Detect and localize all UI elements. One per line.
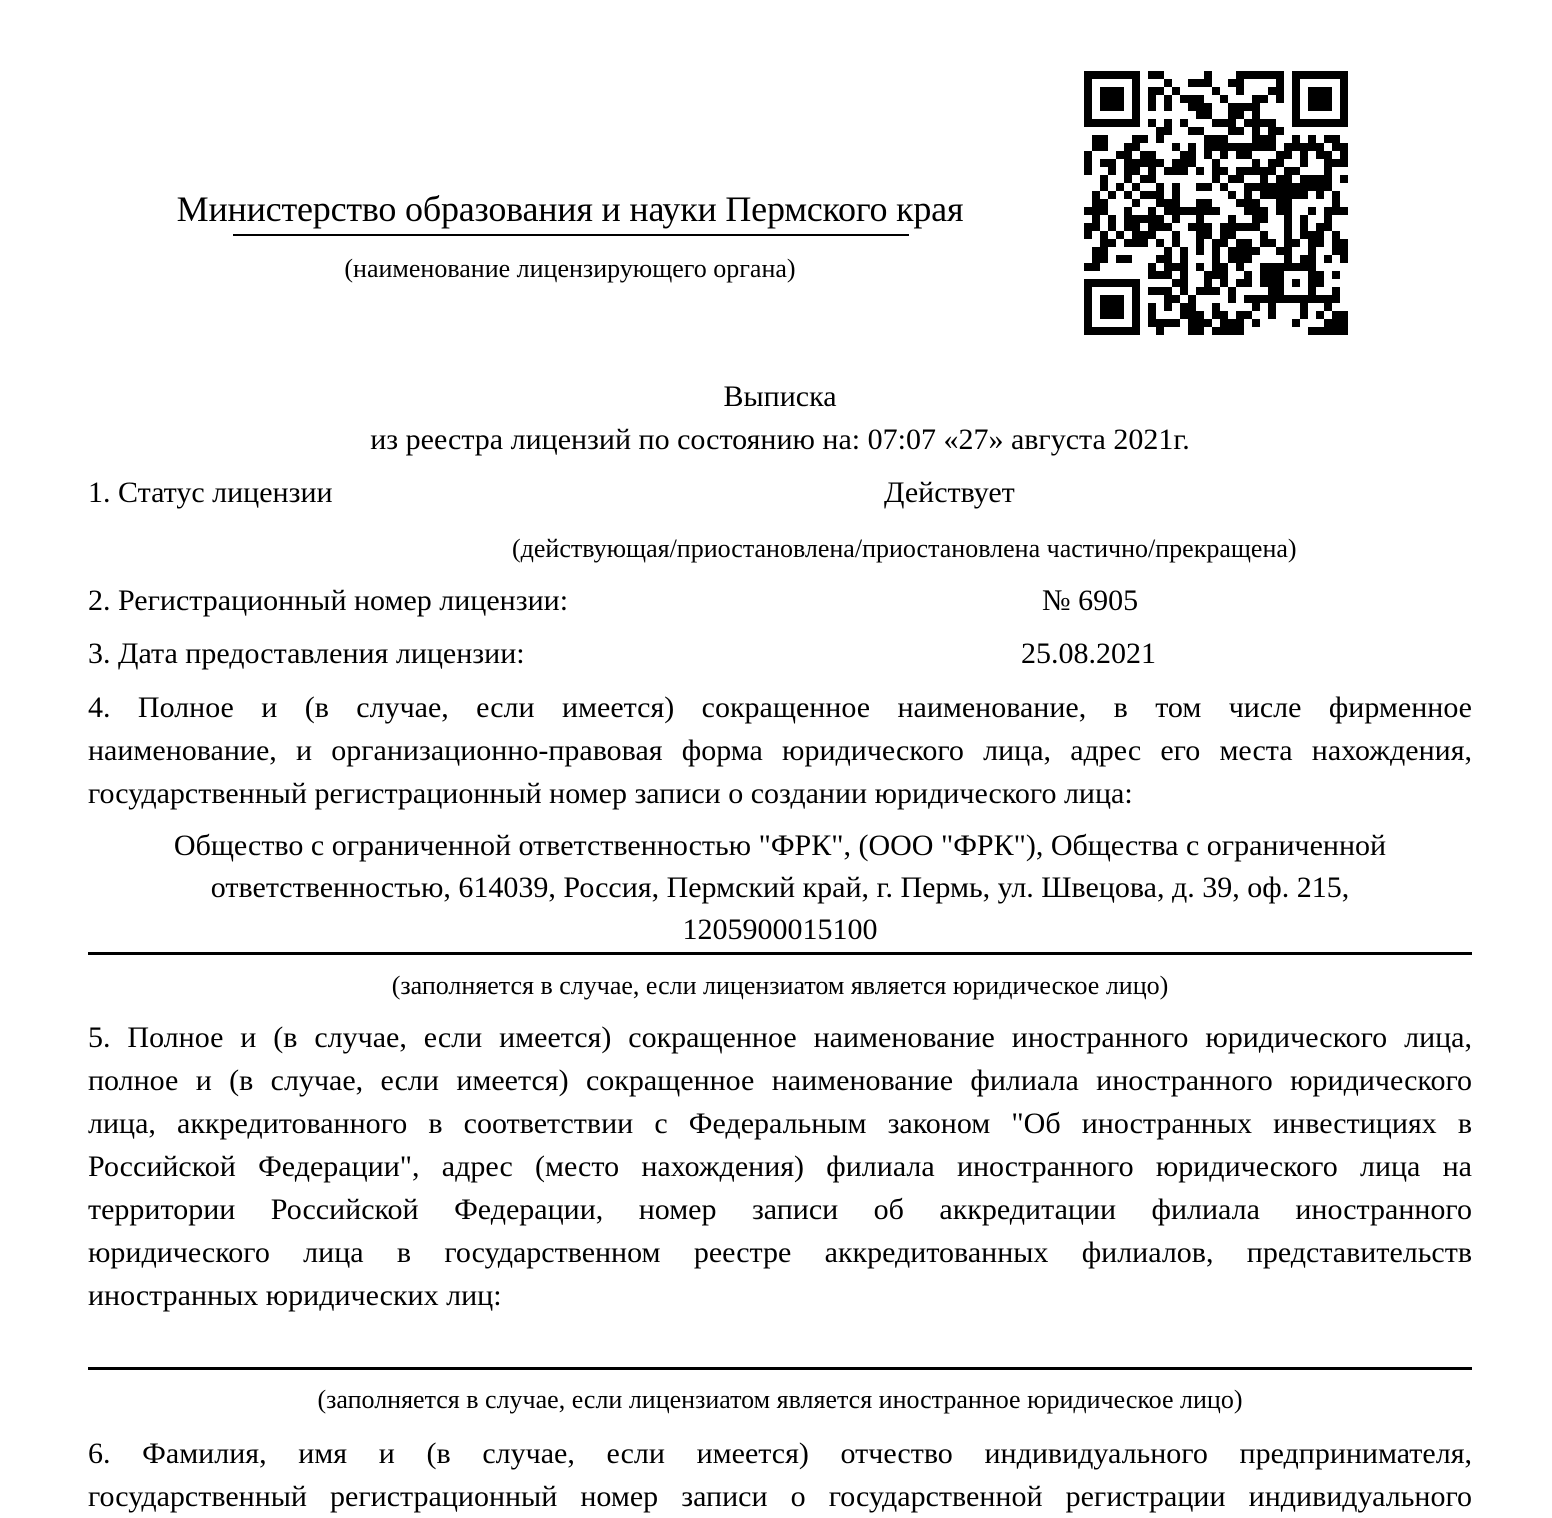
item-5-caption: (заполняется в случае, если лицензиатом является иностранное юридическое лицо): [317, 1385, 1243, 1414]
item-5-line: полное и (в случае, если имеется) сокращенное наименование филиала иностранного юридического: [88, 1064, 1472, 1097]
license-date-label: 3. Дата предоставления лицензии:: [88, 637, 525, 670]
status-value: Действует: [884, 476, 1015, 509]
item-5-line: Российской Федерации", адрес (место нахождения) филиала иностранного юридического лица на: [88, 1150, 1472, 1183]
item-5-rule: [88, 1367, 1472, 1370]
item-4-text: [88, 686, 1472, 815]
item-6-line: государственный регистрационный номер записи о государственной регистрации индивидуального: [88, 1480, 1472, 1513]
item-5-line: юридического лица в государственном реестре аккредитованных филиалов, представительств: [88, 1236, 1472, 1269]
item-4-value-line: ответственностью, 614039, Россия, Пермский край, г. Пермь, ул. Швецова, д. 39, оф. 215,: [210, 871, 1350, 904]
licensing-authority-caption: (наименование лицензирующего органа): [344, 254, 796, 283]
item-4-line: наименование, и организационно-правовая форма юридического лица, адрес его места нахождения,: [88, 734, 1472, 767]
item-4-value-line: 1205900015100: [682, 913, 878, 946]
authority-underline: [233, 234, 909, 236]
item-5-line: лица, аккредитованного в соответствии с Федеральным законом "Об иностранных инвестициях в: [88, 1107, 1472, 1140]
document-title: Выписка: [723, 380, 837, 413]
document-subtitle: из реестра лицензий по состоянию на: 07:07 «27» августа 2021г.: [370, 423, 1190, 456]
item-6-text: [88, 1432, 1472, 1518]
qr-code-icon: [1084, 71, 1348, 335]
license-date-value: 25.08.2021: [1021, 637, 1156, 670]
item-4-line: государственный регистрационный номер записи о создании юридического лица:: [88, 777, 1133, 810]
status-caption: (действующая/приостановлена/приостановлена частично/прекращена): [512, 534, 1297, 563]
item-4-value-line: Общество с ограниченной ответственностью "ФРК", (ООО "ФРК"), Общества с ограниченной: [173, 829, 1387, 862]
item-5-line: 5. Полное и (в случае, если имеется) сокращенное наименование иностранного юридического лица,: [88, 1021, 1472, 1054]
reg-number-label: 2. Регистрационный номер лицензии:: [88, 584, 569, 617]
status-label: 1. Статус лицензии: [88, 476, 333, 509]
item-4-caption: (заполняется в случае, если лицензиатом является юридическое лицо): [391, 971, 1169, 1000]
item-5-line: иностранных юридических лиц:: [88, 1279, 502, 1312]
item-4-value: [88, 825, 1472, 951]
reg-number-value: № 6905: [1042, 584, 1139, 617]
item-5-text: [88, 1016, 1472, 1317]
licensing-authority-name: Министерство образования и науки Пермского края: [176, 189, 964, 229]
item-5-line: территории Российской Федерации, номер записи об аккредитации филиала иностранного: [88, 1193, 1472, 1226]
item-4-line: 4. Полное и (в случае, если имеется) сокращенное наименование, в том числе фирменное: [88, 691, 1472, 724]
item-4-rule: [88, 952, 1472, 955]
item-6-line: 6. Фамилия, имя и (в случае, если имеется) отчество индивидуального предпринимателя,: [88, 1437, 1472, 1470]
